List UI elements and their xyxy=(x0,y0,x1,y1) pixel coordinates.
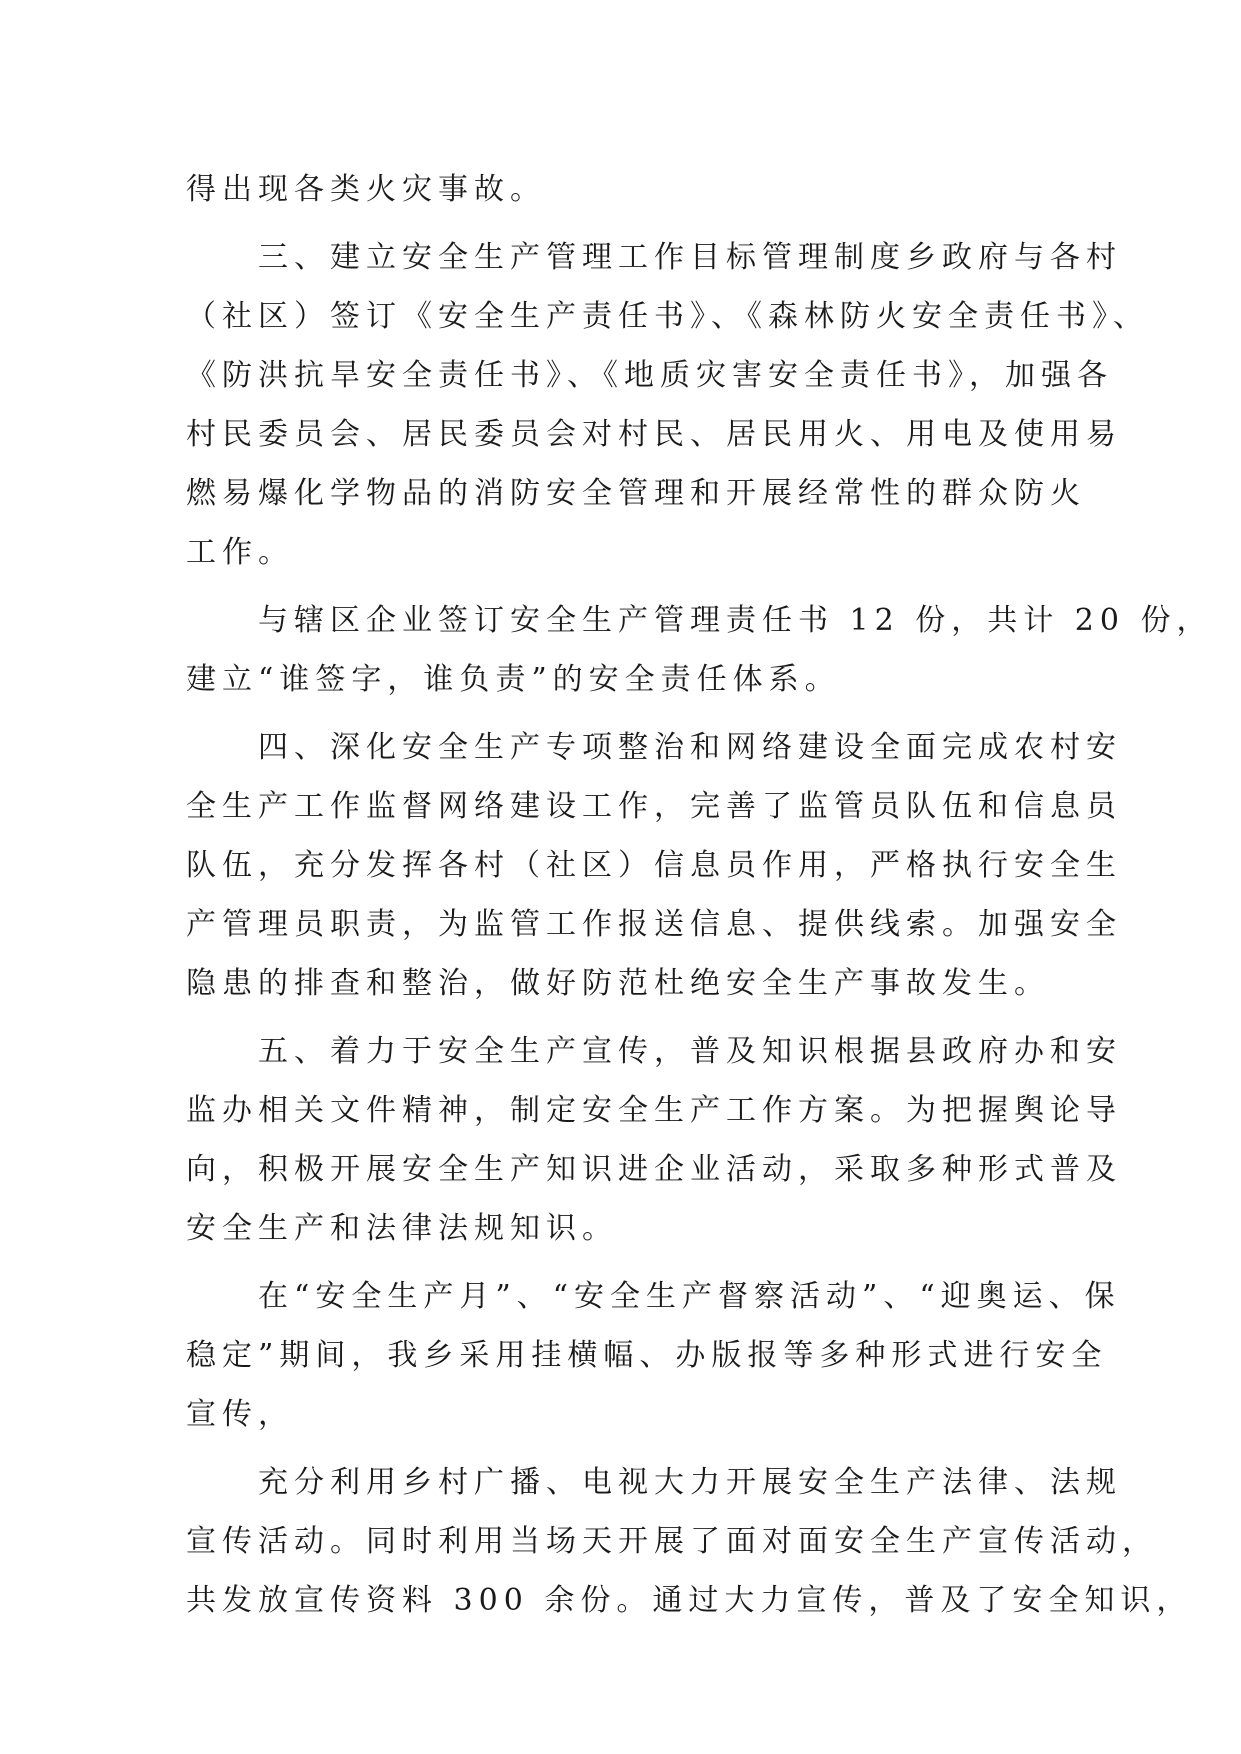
text-line: 队伍，充分发挥各村（社区）信息员作用，严格执行安全生 xyxy=(186,848,1122,883)
text-line: 得出现各类火灾事故。 xyxy=(186,172,546,207)
text-line: 在“安全生产月”、“安全生产督察活动”、“迎奥运、保 xyxy=(186,1279,1121,1314)
paragraph xyxy=(186,1022,1122,1258)
text-line: 《防洪抗旱安全责任书》、《地质灾害安全责任书》，加强各 xyxy=(186,358,1113,393)
paragraph xyxy=(186,228,1149,582)
text-line: 全生产工作监督网络建设工作，完善了监管员队伍和信息员 xyxy=(186,789,1122,824)
text-line: 隐患的排查和整治，做好防范杜绝安全生产事故发生。 xyxy=(186,966,1050,1001)
text-line: （社区）签订《安全生产责任书》、《森林防火安全责任书》、 xyxy=(186,299,1149,334)
text-line: 稳定”期间，我乡采用挂横幅、办版报等多种形式进行安全 xyxy=(186,1338,1108,1373)
paragraph xyxy=(186,591,1213,709)
paragraph xyxy=(186,718,1122,1013)
text-line: 燃易爆化学物品的消防安全管理和开展经常性的群众防火 xyxy=(186,476,1086,511)
text-line: 监办相关文件精神，制定安全生产工作方案。为把握舆论导 xyxy=(186,1093,1122,1128)
text-line: 向，积极开展安全生产知识进企业活动，采取多种形式普及 xyxy=(186,1152,1122,1187)
text-line: 工作。 xyxy=(186,535,294,570)
text-line: 宣传活动。同时利用当场天开展了面对面安全生产宣传活动， xyxy=(186,1524,1158,1559)
text-line: 四、深化安全生产专项整治和网络建设全面完成农村安 xyxy=(186,730,1122,765)
text-line: 三、建立安全生产管理工作目标管理制度乡政府与各村 xyxy=(186,240,1122,275)
paragraph xyxy=(186,160,1066,219)
document-body xyxy=(186,160,1213,1630)
text-line: 共发放宣传资料 300 余份。通过大力宣传，普及了安全知识， xyxy=(186,1583,1193,1618)
text-line: 五、着力于安全生产宣传，普及知识根据县政府办和安 xyxy=(186,1034,1122,1069)
text-line: 建立“谁签字，谁负责”的安全责任体系。 xyxy=(186,662,841,697)
text-line: 充分利用乡村广播、电视大力开展安全生产法律、法规 xyxy=(186,1465,1122,1500)
paragraph xyxy=(186,1453,1193,1630)
text-line: 产管理员职责，为监管工作报送信息、提供线索。加强安全 xyxy=(186,907,1122,942)
text-line: 宣传， xyxy=(186,1397,294,1432)
text-line: 村民委员会、居民委员会对村民、居民用火、用电及使用易 xyxy=(186,417,1122,452)
paragraph xyxy=(186,1267,1121,1444)
text-line: 与辖区企业签订安全生产管理责任书 12 份，共计 20 份， xyxy=(186,603,1213,638)
text-line: 安全生产和法律法规知识。 xyxy=(186,1211,618,1246)
